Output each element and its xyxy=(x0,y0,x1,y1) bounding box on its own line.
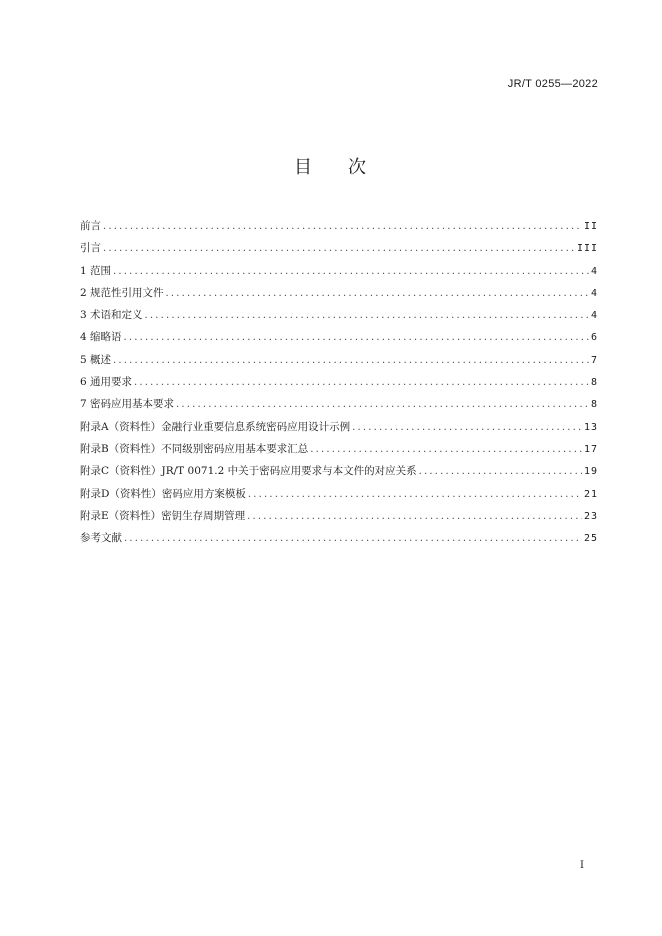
toc-leader xyxy=(124,533,582,544)
toc-entry-label: 2 规范性引用文件 xyxy=(80,286,164,299)
toc-entry-label: 1 范围 xyxy=(80,264,112,277)
document-code: JR/T 0255—2022 xyxy=(507,78,598,90)
toc-entry-page: 17 xyxy=(583,443,598,455)
toc-entry-label: 前言 xyxy=(80,220,101,232)
toc-entry[interactable] xyxy=(80,530,598,552)
toc-entry-page: 21 xyxy=(583,488,598,500)
toc-leader xyxy=(352,422,582,433)
toc-leader xyxy=(247,511,582,522)
toc-entry[interactable] xyxy=(80,374,598,396)
table-of-contents xyxy=(80,218,598,552)
toc-entry[interactable] xyxy=(80,263,598,285)
toc-entry-page: 4 xyxy=(590,310,598,322)
toc-entry-label: 附录E（资料性）密钥生存周期管理 xyxy=(80,509,246,522)
toc-entry[interactable] xyxy=(80,329,598,351)
title-char-1: 目 xyxy=(294,157,314,178)
toc-leader xyxy=(419,466,582,477)
toc-entry[interactable] xyxy=(80,240,598,262)
toc-entry-page: 4 xyxy=(590,287,598,299)
toc-entry[interactable] xyxy=(80,285,598,307)
toc-leader xyxy=(248,489,582,500)
toc-entry[interactable] xyxy=(80,307,598,329)
toc-entry[interactable] xyxy=(80,441,598,463)
toc-entry[interactable] xyxy=(80,463,598,485)
toc-entry[interactable] xyxy=(80,218,598,240)
toc-entry[interactable] xyxy=(80,396,598,418)
toc-entry-page: 23 xyxy=(583,510,598,522)
toc-leader xyxy=(310,444,582,455)
toc-entry-label: 7 密码应用基本要求 xyxy=(80,398,175,411)
toc-entry-page: III xyxy=(576,243,598,255)
page-number: I xyxy=(580,860,584,871)
page-title xyxy=(0,153,662,179)
toc-entry-page: 7 xyxy=(590,354,598,366)
toc-leader xyxy=(166,288,589,299)
toc-entry-label: 参考文献 xyxy=(80,532,122,545)
toc-leader xyxy=(176,399,589,410)
toc-entry-label: 3 术语和定义 xyxy=(80,309,143,322)
toc-leader xyxy=(124,332,589,343)
toc-entry-page: 13 xyxy=(583,421,598,433)
toc-leader xyxy=(134,377,589,388)
toc-entry-page: 4 xyxy=(590,265,598,277)
toc-entry-label: 附录B（资料性）不同级别密码应用基本要求汇总 xyxy=(80,442,309,455)
toc-entry[interactable] xyxy=(80,352,598,374)
toc-entry-label: 引言 xyxy=(80,242,101,255)
toc-leader xyxy=(113,266,589,277)
toc-entry-label: 6 通用要求 xyxy=(80,376,133,389)
toc-entry[interactable] xyxy=(80,486,598,508)
title-char-2: 次 xyxy=(348,157,368,178)
toc-entry-page: 8 xyxy=(590,377,598,389)
toc-entry-label: 附录D（资料性）密码应用方案模板 xyxy=(80,487,246,500)
toc-entry-page: 19 xyxy=(583,466,598,478)
toc-entry-label: 附录A（资料性）金融行业重要信息系统密码应用设计示例 xyxy=(80,420,351,433)
toc-leader xyxy=(103,221,582,232)
toc-entry-page: 25 xyxy=(583,533,598,545)
toc-entry[interactable] xyxy=(80,508,598,530)
toc-entry-label: 4 缩略语 xyxy=(80,331,122,344)
toc-entry-page: 6 xyxy=(590,332,598,344)
toc-entry-label: 附录C（资料性）JR/T 0071.2 中关于密码应用要求与本文件的对应关系 xyxy=(80,465,417,478)
toc-entry[interactable] xyxy=(80,419,598,441)
toc-leader xyxy=(145,310,589,321)
toc-leader xyxy=(103,243,575,254)
toc-entry-label: 5 概述 xyxy=(80,353,112,366)
toc-entry-page: II xyxy=(583,221,598,232)
toc-entry-page: 8 xyxy=(590,399,598,411)
toc-leader xyxy=(113,355,589,366)
